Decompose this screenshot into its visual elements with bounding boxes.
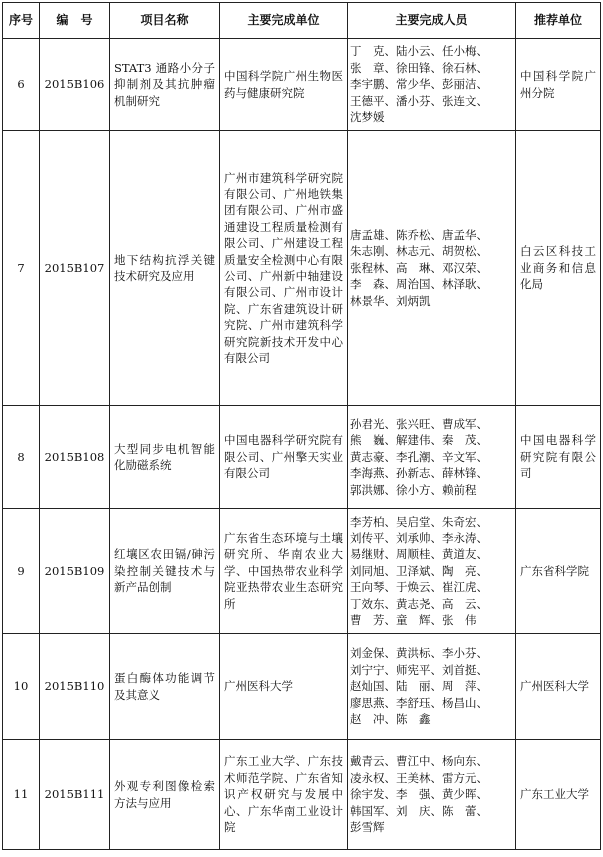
cell-units: 中国电器科学研究院有限公司、广州擎天实业有限公司 — [220, 406, 348, 509]
cell-code: 2015B111 — [40, 740, 110, 850]
header-recommender: 推荐单位 — [516, 3, 601, 39]
table-row — [3, 634, 601, 740]
cell-recommender: 中国科学院广州分院 — [516, 39, 601, 131]
cell-project: STAT3 通路小分子抑制剂及其抗肿瘤机制研究 — [110, 39, 220, 131]
table-row — [3, 740, 601, 850]
table-row — [3, 131, 601, 406]
cell-code: 2015B107 — [40, 131, 110, 406]
cell-seq: 10 — [3, 634, 40, 740]
cell-seq: 8 — [3, 406, 40, 509]
table-row — [3, 406, 601, 509]
cell-units: 广东工业大学、广东技术师范学院、广东省知识产权研究与发展中心、广东华南工业设计院 — [220, 740, 348, 850]
header-units: 主要完成单位 — [220, 3, 348, 39]
cell-project: 蛋白酶体功能调节及其意义 — [110, 634, 220, 740]
cell-code: 2015B110 — [40, 634, 110, 740]
cell-people: 戴青云、曹江中、杨向东、 凌永权、王美林、雷方元、 徐宇发、李 强、黄少晖、 韩国军、刘 庆、陈 蕾、 彭雪辉 — [348, 740, 516, 850]
cell-recommender: 中国电器科学研究院有限公司 — [516, 406, 601, 509]
cell-units: 中国科学院广州生物医药与健康研究院 — [220, 39, 348, 131]
cell-project: 外观专利图像检索方法与应用 — [110, 740, 220, 850]
cell-project: 地下结构抗浮关键技术研究及应用 — [110, 131, 220, 406]
cell-seq: 11 — [3, 740, 40, 850]
cell-people: 刘金保、黄洪标、李小芬、 刘宁宁、师宪平、刘首挺、 赵灿国、陆 丽、周 萍、 廖思燕、李舒珏、杨昌山、 赵 冲、陈 鑫 — [348, 634, 516, 740]
cell-people: 李芳柏、吴启堂、朱奇宏、 刘传平、刘承帅、李永涛、 易继财、周顺桂、黄道友、 刘同旭、卫泽斌、陶 亮、 王向琴、于焕云、崔江虎、 丁效东、黄志尧、高 云、 曹 芳、童 辉、张 伟 — [348, 509, 516, 634]
header-code: 编 号 — [40, 3, 110, 39]
table-header-row — [3, 3, 601, 39]
cell-project: 大型同步电机智能化励磁系统 — [110, 406, 220, 509]
cell-people: 孙君光、张兴旺、曹成军、 熊 巍、解建伟、秦 茂、 黄志豪、李孔潮、辛文军、 李海燕、孙新志、薛林锋、 郭洪娜、徐小方、赖前程 — [348, 406, 516, 509]
table-row — [3, 39, 601, 131]
header-seq: 序号 — [3, 3, 40, 39]
cell-people: 唐孟雄、陈乔松、唐孟华、 朱志刚、林志元、胡贺松、 张程林、高 琳、邓汉荣、 李 森、周治国、林泽耿、 林景华、刘炳凯 — [348, 131, 516, 406]
table-row — [3, 509, 601, 634]
cell-recommender: 广东省科学院 — [516, 509, 601, 634]
cell-code: 2015B108 — [40, 406, 110, 509]
cell-units: 广东省生态环境与土壤研究所、华南农业大学、中国热带农业科学院亚热带农业生态研究所 — [220, 509, 348, 634]
cell-recommender: 白云区科技工业商务和信息化局 — [516, 131, 601, 406]
cell-recommender: 广州医科大学 — [516, 634, 601, 740]
awards-table — [2, 2, 601, 850]
header-project: 项目名称 — [110, 3, 220, 39]
cell-seq: 9 — [3, 509, 40, 634]
cell-seq: 7 — [3, 131, 40, 406]
cell-people: 丁 克、陆小云、任小梅、 张 章、徐田锋、徐石林、 李宇鹏、常少华、彭丽洁、 王德平、潘小芬、张连文、 沈梦媛 — [348, 39, 516, 131]
header-people: 主要完成人员 — [348, 3, 516, 39]
cell-project: 红壤区农田镉/砷污染控制关键技术与新产品创制 — [110, 509, 220, 634]
cell-recommender: 广东工业大学 — [516, 740, 601, 850]
cell-units: 广州市建筑科学研究院有限公司、广州地铁集团有限公司、广州市盛通建设工程质量检测有限公司、广州建设工程质量安全检测中心有限公司、广州新中轴建设有限公司、广州市设计院、广东省建筑设计研究院、广州市建筑科学研究院新技术开发中心有限公司 — [220, 131, 348, 406]
cell-units: 广州医科大学 — [220, 634, 348, 740]
cell-seq: 6 — [3, 39, 40, 131]
cell-code: 2015B109 — [40, 509, 110, 634]
cell-code: 2015B106 — [40, 39, 110, 131]
